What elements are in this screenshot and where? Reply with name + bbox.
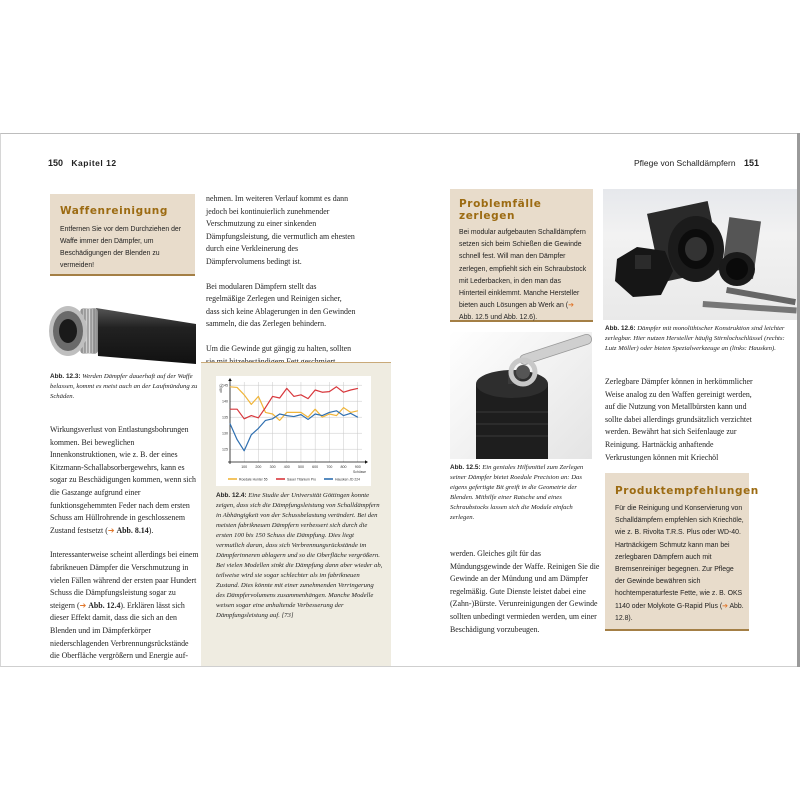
sidebox-text <box>615 503 744 625</box>
y-tick-label: 145 <box>222 383 228 388</box>
data-point <box>251 415 252 416</box>
x-tick-label: 900 <box>354 465 361 469</box>
paragraph: Bei modularen Dämpfern stellt das regelmäßige Zerlegen und Reinigen sicher, dass sich keine Ablagerungen in den Gewinden sammeln, die das Zerlegen behindern. <box>206 281 356 329</box>
data-point <box>343 407 344 408</box>
left-running-head <box>48 158 117 168</box>
legend-label: Roedale Hunter 55 <box>239 477 268 482</box>
legend-label: Sauer Titanium Pro <box>287 477 317 482</box>
arrow-icon: ➔ <box>79 600 89 610</box>
figure-link[interactable]: Abb. 12.8 <box>615 602 744 622</box>
y-axis-arrow <box>228 378 232 381</box>
data-point <box>244 450 245 451</box>
data-point <box>357 410 358 411</box>
paragraph <box>50 424 200 537</box>
text-run: ). <box>628 614 633 622</box>
data-point <box>294 412 295 413</box>
data-point <box>329 412 330 413</box>
figure-12-6-caption <box>605 324 795 354</box>
x-tick-label: 700 <box>326 465 333 469</box>
data-point <box>308 398 309 399</box>
data-point <box>272 418 273 419</box>
figure-label: Abb. 12.5: <box>450 464 481 471</box>
arrow-icon: ➔ <box>568 302 574 310</box>
figure-12-5-caption <box>450 463 595 523</box>
data-point <box>279 398 280 399</box>
data-point <box>329 414 330 415</box>
data-point <box>279 414 280 415</box>
figure-label: Abb. 12.6: <box>605 325 636 332</box>
data-point <box>279 420 280 421</box>
data-point <box>308 417 309 418</box>
data-point <box>244 418 245 419</box>
text-run: Für die Reinigung und Konservierung von Schalldämpfern empfehlen sich Kriechöle, wie z. B. Rivolta T.R.S. Plus oder WD-40. Hartnäckigem Schmutz kann man bei zerlegbaren Dämpfern auch mit Bremsenreiniger begegnen. Zur Pflege der Gewinde bewähren sich hochtemperaturfeste Fette, wie z. B. OKS 1140 oder Molykote G-Rapid Plus ( <box>615 505 744 610</box>
data-point <box>251 404 252 405</box>
data-point <box>237 439 238 440</box>
text-run: Bei modular aufgebauten Schalldämpfern setzen sich beim Schießen die Gewinde schnell fest. Will man den Dämpfer zerlegen, empfiehlt sich ein Schraubstock mit Lederbacken, in den man das Hinterteil einklemmt. Manche Hersteller bieten auch Lösungen ab Werk an ( <box>459 229 587 310</box>
data-point <box>322 415 323 416</box>
data-point <box>336 410 337 411</box>
text-run: ). <box>148 525 154 535</box>
x-tick-label: 300 <box>269 465 276 469</box>
sidebox-waffenreinigung <box>50 194 195 276</box>
data-point <box>357 417 358 418</box>
paragraph: Um die Gewinde gut gängig zu halten, sollten <box>206 343 352 353</box>
data-point <box>350 412 351 413</box>
data-point <box>230 423 231 424</box>
sidebox-title: Produktempfehlungen <box>615 485 759 497</box>
x-tick-label: 500 <box>297 465 304 469</box>
data-point <box>244 394 245 395</box>
running-title: Pflege von Schalldämpfern <box>634 158 736 168</box>
figure-12-3-photo <box>46 296 196 368</box>
caption-text: Dämpfer mit monolithischer Konstruktion sind leichter zerlegbar. Hier nutzen Hersteller häufig Stirnlochschlüssel (rechts: Lutz Möller) oder bieten Spezialwerkzeuge an (links: Hausken). <box>605 325 785 352</box>
data-point <box>265 407 266 408</box>
y-tick-label: 135 <box>222 415 228 420</box>
data-point <box>315 414 316 415</box>
data-point <box>357 388 358 389</box>
y-axis-label: dB(C) <box>219 383 223 393</box>
data-point <box>343 392 344 393</box>
right-col1-text <box>450 548 600 636</box>
figure-label: Abb. 12.3: <box>50 373 81 380</box>
text-run: Wirkungsverlust von Entlastungsbohrungen kommen. Bei beweglichen Innenkonstruktionen, wie z. B. der eines Kitzmann-Schallabsorbergewehrs, kann es sogar zu Beschädigungen kommen, wenn sich die Gaszange aufgrund einer funktionsgehemmten Feder nach dem ersten Schuss am Hüllrohrende in geschlossenem Zustand festsetzt ( <box>50 425 196 535</box>
data-point <box>343 415 344 416</box>
data-point <box>315 390 316 391</box>
paragraph <box>50 549 200 662</box>
data-point <box>265 420 266 421</box>
data-point <box>308 419 309 420</box>
figure-link[interactable]: Abb. 12.4 <box>88 600 121 610</box>
sidebox-title: Waffenreinigung <box>60 205 168 217</box>
figure-label: Abb. 12.4: <box>216 492 247 499</box>
paragraph: werden. Gleiches gilt für das Mündungsgewinde der Waffe. Reinigen Sie die Gewinde an der Mündung und am Dämpfer regelmäßig. Gute Dienste leistet dabei eine (Zahn-)Bürste. Verunreinigungen der Gewinde sollten unbedingt vermieden werden, um einer Beschädigung vorzubeugen. <box>450 549 600 634</box>
x-tick-label: 200 <box>255 465 262 469</box>
data-point <box>294 396 295 397</box>
data-point <box>336 386 337 387</box>
right-page-number: 151 <box>743 158 759 168</box>
series-line-roedale-hunter-55 <box>230 387 358 421</box>
paragraph: Zerlegbare Dämpfer können in herkömmlicher Weise analog zu den Waffen gereinigt werden, auf die Nutzung von Metallbürsten kann und sollte dabei allerdings grundsätzlich verzichtet werden. Bewährt hat sich Seifenlauge zur Reinigung. Hartnäckig anhaftende Verkrustungen können mit Kriechöl <box>605 377 753 462</box>
left-col2-text <box>206 193 356 368</box>
legend-label: Hausken JD 224 <box>335 477 361 482</box>
left-col1-text <box>50 424 200 663</box>
x-axis-label: Schüsse <box>352 470 366 474</box>
data-point <box>301 394 302 395</box>
data-point <box>322 392 323 393</box>
data-point <box>237 409 238 410</box>
caption-text: Eine Studie der Universität Göttingen konnte zeigen, dass sich die Dämpfungsleistung von Schalldämpfern in Abhängigkeit von der Schussbelastung verändert. Bei den meisten fabrikneuen Dämpfern verbessert sich durch die ersten 100 bis 150 Schuss die Dämpfung. Dies liegt vermutlich daran, dass sich Verbrennungsrückstände im Dämpferinneren ablagern und so die Oberfläche vergrößern. Bei vielen Modellen sinkt die Dämpfung dann aber wieder ab, teilweise wird sie sogar schlechter als im fabrikneuen Zustand. Dies könnte mit einer zunehmenden Verringerung des Dämpfervolumens zusammenhängen. Manche Modelle weisen sogar eine anhaltende Verbesserung der Dämpfungsleistung auf. [73] <box>216 492 383 619</box>
data-point <box>286 412 287 413</box>
data-point <box>301 412 302 413</box>
data-point <box>294 416 295 417</box>
y-tick-label: 130 <box>222 431 228 436</box>
data-point <box>329 391 330 392</box>
figure-link[interactable]: Abb. 12.5 und Abb. 12.6 <box>459 314 533 322</box>
data-point <box>251 434 252 435</box>
data-point <box>272 414 273 415</box>
figure-12-6-photo <box>603 189 797 320</box>
sidebox-produktempfehlungen <box>605 473 759 631</box>
chapter-title: Kapitel 12 <box>71 158 117 168</box>
arrow-icon: ➔ <box>722 602 730 610</box>
x-tick-label: 100 <box>241 465 248 469</box>
x-tick-label: 800 <box>340 465 347 469</box>
data-point <box>258 396 259 397</box>
damping-chart <box>216 376 371 486</box>
y-tick-label: 140 <box>222 399 228 404</box>
x-tick-label: 400 <box>283 465 290 469</box>
sidebox-problemfaelle <box>450 189 593 322</box>
right-running-head <box>634 158 759 168</box>
text-run: Interessanterweise scheint allerdings bei einem fabrikneuen Dämpfer die Verschmutzung in vielen Fällen während der ersten paar Hundert Schuss die Dämpfungsleistung sogar zu steigern ( <box>50 550 199 610</box>
arrow-icon: ➔ <box>107 525 117 535</box>
data-point <box>286 388 287 389</box>
data-point <box>336 415 337 416</box>
data-point <box>265 412 266 413</box>
figure-12-4-caption <box>216 491 384 621</box>
data-point <box>230 409 231 410</box>
data-point <box>322 417 323 418</box>
sidebox-title: Problemfälle zerlegen <box>459 198 542 222</box>
paragraph: nehmen. Im weiteren Verlauf kommt es dann jedoch bei kontinuierlich zunehmender Verschmutzung zu einer sinkenden Dämpfungsleistung, die vermutlich am ehesten durch eine Verkleinerung des Dämpfervolumens bedingt ist. <box>206 194 355 266</box>
sidebox-text <box>459 227 587 325</box>
data-point <box>230 386 231 387</box>
x-tick-label: 600 <box>312 465 319 469</box>
data-point <box>286 415 287 416</box>
data-point <box>272 396 273 397</box>
caption-text: Werden Dämpfer dauerhaft auf der Waffe belassen, kommt es meist auch an der Laufmündung zu Schäden. <box>50 373 198 400</box>
figure-12-5-photo <box>450 332 592 459</box>
data-point <box>350 390 351 391</box>
figure-12-4-chart-area <box>216 376 371 486</box>
sidebox-text: Entfernen Sie vor dem Durchziehen der Waffe immer den Dämpfer, um Beschädigungen der Blenden zu vermeiden! <box>60 226 182 269</box>
y-tick-label: 125 <box>222 447 228 452</box>
data-point <box>301 414 302 415</box>
data-point <box>258 428 259 429</box>
data-point <box>258 417 259 418</box>
figure-link[interactable]: Abb. 8.14 <box>116 525 149 535</box>
x-axis-arrow <box>365 460 368 464</box>
text-run: ). Erklären lässt sich dieser Effekt damit, dass die sich an den Blenden und im Dämpferkörper niederschlagenden Verbrennungsrückstände die Oberfläche vergrößern und Energie auf- <box>50 600 189 661</box>
data-point <box>350 413 351 414</box>
text-run: ). <box>532 314 538 322</box>
right-col2-text <box>605 376 760 464</box>
left-page-number: 150 <box>48 158 64 168</box>
figure-12-3-caption <box>50 372 198 402</box>
data-point <box>237 387 238 388</box>
caption-text: Ein geniales Hilfsmittel zum Zerlegen seiner Dämpfer bietet Roedale Precision an: Das eigens gefertigte Bit greift in die Geometrie der Blenden. Mithilfe einer Ratsche und eines Schraubstocks lassen sich die Module einfach zerlegen. <box>450 464 584 521</box>
data-point <box>315 409 316 410</box>
